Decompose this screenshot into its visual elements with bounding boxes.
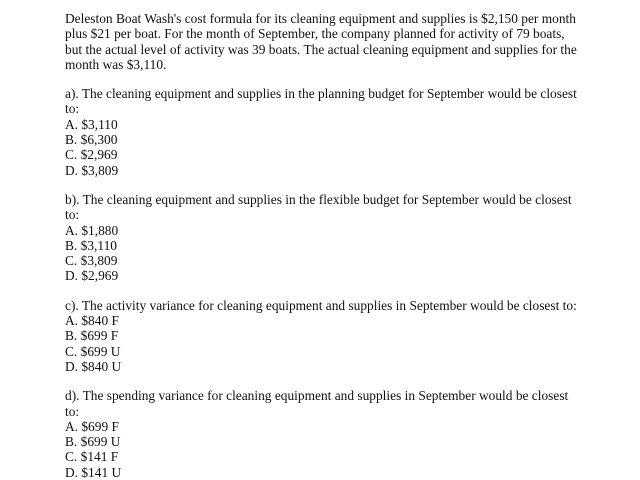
- answer-option: D. $840 U: [65, 358, 122, 374]
- answer-option: C. $3,809: [65, 253, 118, 269]
- answer-option: B. $699 F: [65, 328, 119, 344]
- question-a: [65, 86, 585, 178]
- question-text: b). The cleaning equipment and supplies in the flexible budget for September would be closest to:: [65, 191, 572, 223]
- document-page: [65, 11, 585, 480]
- answer-option: A. $1,880: [65, 222, 119, 238]
- answer-options: [65, 419, 585, 480]
- answer-option: A. $3,110: [65, 116, 118, 132]
- answer-option: D. $2,969: [65, 268, 119, 284]
- answer-options: [65, 223, 585, 284]
- answer-option: C. $699 U: [65, 343, 121, 359]
- question-text: a). The cleaning equipment and supplies in the planning budget for September would be closest to:: [65, 86, 577, 117]
- problem-statement: Deleston Boat Wash's cost formula for its cleaning equipment and supplies is $2,150 per month plus $21 per boat. For the month of September, the company planned for activity of 79 boats, but the actual level of activity was 39 boats. The actual cleaning equipment and supplies for the month was $3,110.: [65, 11, 577, 72]
- answer-options: [65, 313, 585, 374]
- answer-option: B. $699 U: [65, 434, 121, 450]
- question-c: [65, 298, 585, 374]
- question-d: [65, 388, 585, 480]
- question-b: [65, 192, 585, 284]
- answer-option: A. $699 F: [65, 418, 119, 434]
- question-text: c). The activity variance for cleaning equipment and supplies in September would be closest to:: [65, 297, 577, 313]
- answer-option: D. $3,809: [65, 162, 119, 178]
- answer-option: B. $6,300: [65, 132, 118, 148]
- answer-option: D. $141 U: [65, 464, 122, 480]
- answer-option: B. $3,110: [65, 237, 117, 253]
- answer-options: [65, 117, 585, 178]
- answer-option: A. $840 F: [65, 313, 119, 329]
- answer-option: C. $2,969: [65, 147, 118, 163]
- answer-option: C. $141 F: [65, 449, 119, 465]
- question-text: d). The spending variance for cleaning equipment and supplies in September would be closest to:: [65, 388, 569, 419]
